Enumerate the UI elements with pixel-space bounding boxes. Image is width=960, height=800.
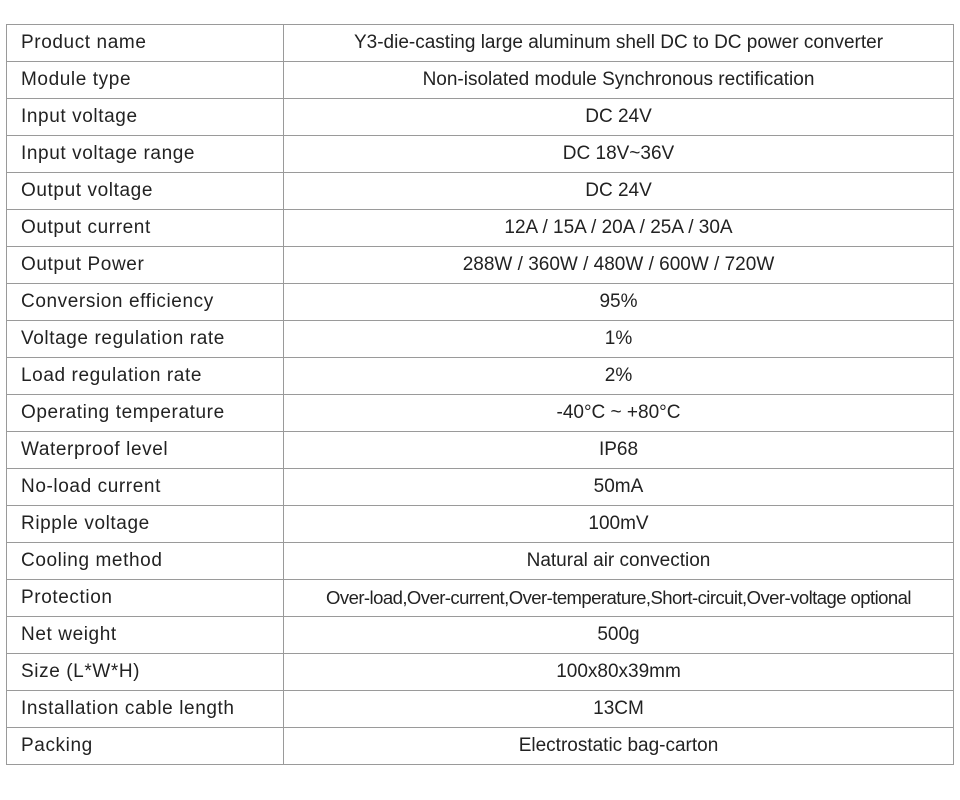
spec-row-operating-temperature <box>7 395 954 432</box>
spec-row-output-voltage <box>7 173 954 210</box>
spec-value: DC 24V <box>284 99 954 136</box>
spec-row-input-voltage <box>7 99 954 136</box>
spec-label: Waterproof level <box>7 432 284 469</box>
spec-row-input-voltage-range <box>7 136 954 173</box>
spec-value: Electrostatic bag-carton <box>284 728 954 765</box>
specification-table <box>6 24 954 765</box>
spec-label: Load regulation rate <box>7 358 284 395</box>
spec-label: Size (L*W*H) <box>7 654 284 691</box>
spec-label: Cooling method <box>7 543 284 580</box>
spec-value: Non-isolated module Synchronous rectification <box>284 62 954 99</box>
spec-value: Over-load,Over-current,Over-temperature,Short-circuit,Over-voltage optional <box>284 580 954 617</box>
spec-row-load-regulation-rate <box>7 358 954 395</box>
spec-value: 13CM <box>284 691 954 728</box>
spec-value: Y3-die-casting large aluminum shell DC to DC power converter <box>284 25 954 62</box>
spec-row-protection <box>7 580 954 617</box>
spec-row-conversion-efficiency <box>7 284 954 321</box>
spec-label: No-load current <box>7 469 284 506</box>
spec-label: Output voltage <box>7 173 284 210</box>
spec-value: IP68 <box>284 432 954 469</box>
spec-row-module-type <box>7 62 954 99</box>
spec-label: Ripple voltage <box>7 506 284 543</box>
spec-value: Natural air convection <box>284 543 954 580</box>
spec-value: 288W / 360W / 480W / 600W / 720W <box>284 247 954 284</box>
spec-value: 1% <box>284 321 954 358</box>
spec-row-voltage-regulation-rate <box>7 321 954 358</box>
spec-row-installation-cable-length <box>7 691 954 728</box>
spec-row-net-weight <box>7 617 954 654</box>
spec-label: Input voltage <box>7 99 284 136</box>
spec-value: DC 18V~36V <box>284 136 954 173</box>
spec-label: Net weight <box>7 617 284 654</box>
spec-row-packing <box>7 728 954 765</box>
spec-value: DC 24V <box>284 173 954 210</box>
spec-value: 12A / 15A / 20A / 25A / 30A <box>284 210 954 247</box>
spec-label: Voltage regulation rate <box>7 321 284 358</box>
spec-label: Conversion efficiency <box>7 284 284 321</box>
spec-row-output-current <box>7 210 954 247</box>
spec-row-ripple-voltage <box>7 506 954 543</box>
spec-value: 95% <box>284 284 954 321</box>
spec-row-output-power <box>7 247 954 284</box>
spec-value: 50mA <box>284 469 954 506</box>
spec-label: Output Power <box>7 247 284 284</box>
spec-label: Output current <box>7 210 284 247</box>
spec-label: Product name <box>7 25 284 62</box>
spec-label: Packing <box>7 728 284 765</box>
spec-value: 2% <box>284 358 954 395</box>
spec-row-product-name <box>7 25 954 62</box>
spec-label: Installation cable length <box>7 691 284 728</box>
spec-row-waterproof-level <box>7 432 954 469</box>
spec-label: Module type <box>7 62 284 99</box>
spec-label: Operating temperature <box>7 395 284 432</box>
spec-value: 100x80x39mm <box>284 654 954 691</box>
spec-row-size <box>7 654 954 691</box>
spec-label: Input voltage range <box>7 136 284 173</box>
spec-value: 500g <box>284 617 954 654</box>
spec-value: -40°C ~ +80°C <box>284 395 954 432</box>
spec-value: 100mV <box>284 506 954 543</box>
spec-row-cooling-method <box>7 543 954 580</box>
spec-label: Protection <box>7 580 284 617</box>
spec-row-no-load-current <box>7 469 954 506</box>
